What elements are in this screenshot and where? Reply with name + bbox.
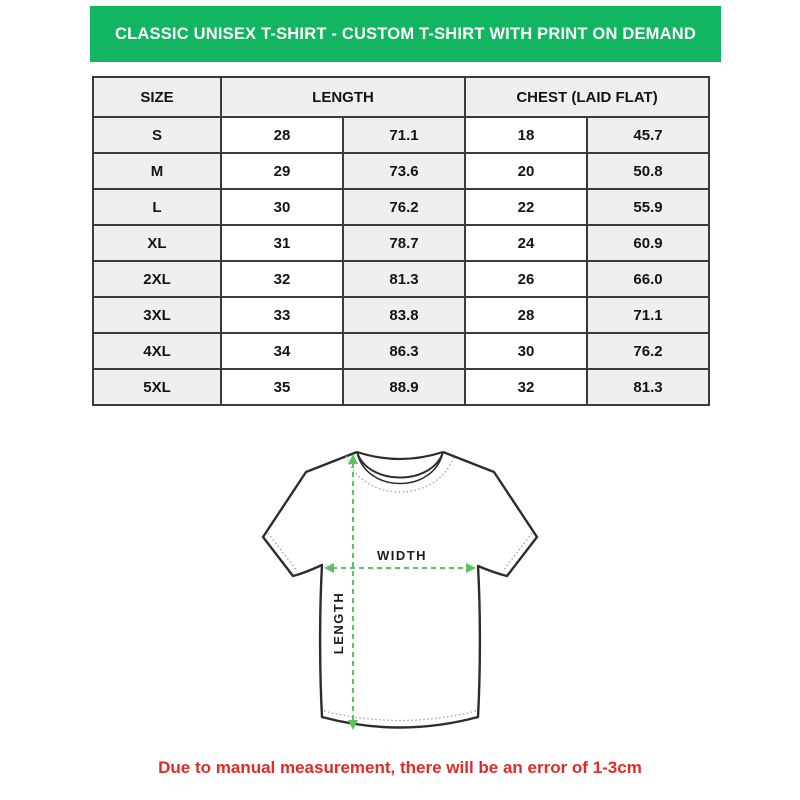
length-cm-cell: 88.9 [343, 369, 465, 405]
length-in-cell: 34 [221, 333, 343, 369]
length-cm-cell: 73.6 [343, 153, 465, 189]
chest-in-cell: 18 [465, 117, 587, 153]
size-table [92, 76, 710, 406]
size-cell: S [93, 117, 221, 153]
chest-in-cell: 24 [465, 225, 587, 261]
length-label: LENGTH [331, 591, 346, 655]
chest-cm-cell: 76.2 [587, 333, 709, 369]
chest-in-cell: 20 [465, 153, 587, 189]
length-in-cell: 29 [221, 153, 343, 189]
table-header-row [93, 77, 709, 117]
chest-cm-cell: 55.9 [587, 189, 709, 225]
size-cell: 2XL [93, 261, 221, 297]
length-in-cell: 30 [221, 189, 343, 225]
chest-cm-cell: 81.3 [587, 369, 709, 405]
chest-in-cell: 32 [465, 369, 587, 405]
length-cm-cell: 83.8 [343, 297, 465, 333]
tshirt-measurement-diagram [240, 440, 560, 760]
width-label: WIDTH [376, 548, 428, 563]
title-banner [90, 6, 721, 62]
length-in-cell: 32 [221, 261, 343, 297]
length-cm-cell: 78.7 [343, 225, 465, 261]
chest-cm-cell: 66.0 [587, 261, 709, 297]
length-in-cell: 31 [221, 225, 343, 261]
tshirt-diagram-svg [240, 440, 560, 760]
table-row [93, 189, 709, 225]
size-cell: 5XL [93, 369, 221, 405]
chest-in-cell: 26 [465, 261, 587, 297]
header-length: LENGTH [221, 77, 465, 117]
table-row [93, 369, 709, 405]
table-row [93, 117, 709, 153]
length-cm-cell: 76.2 [343, 189, 465, 225]
size-cell: 3XL [93, 297, 221, 333]
chest-in-cell: 28 [465, 297, 587, 333]
length-in-cell: 33 [221, 297, 343, 333]
size-cell: XL [93, 225, 221, 261]
size-cell: L [93, 189, 221, 225]
table-row [93, 153, 709, 189]
measurement-disclaimer: Due to manual measurement, there will be an error of 1-3cm [158, 758, 642, 777]
chest-in-cell: 22 [465, 189, 587, 225]
chest-cm-cell: 71.1 [587, 297, 709, 333]
table-row [93, 261, 709, 297]
chest-cm-cell: 50.8 [587, 153, 709, 189]
size-cell: M [93, 153, 221, 189]
chest-cm-cell: 60.9 [587, 225, 709, 261]
length-in-cell: 35 [221, 369, 343, 405]
tshirt-outline [263, 452, 537, 728]
header-chest: CHEST (LAID FLAT) [465, 77, 709, 117]
chest-in-cell: 30 [465, 333, 587, 369]
chest-cm-cell: 45.7 [587, 117, 709, 153]
table-row [93, 297, 709, 333]
length-cm-cell: 86.3 [343, 333, 465, 369]
length-cm-cell: 71.1 [343, 117, 465, 153]
header-size: SIZE [93, 77, 221, 117]
length-in-cell: 28 [221, 117, 343, 153]
page-title: CLASSIC UNISEX T-SHIRT - CUSTOM T-SHIRT WITH PRINT ON DEMAND [115, 24, 696, 43]
table-row [93, 225, 709, 261]
table-row [93, 333, 709, 369]
size-cell: 4XL [93, 333, 221, 369]
length-cm-cell: 81.3 [343, 261, 465, 297]
